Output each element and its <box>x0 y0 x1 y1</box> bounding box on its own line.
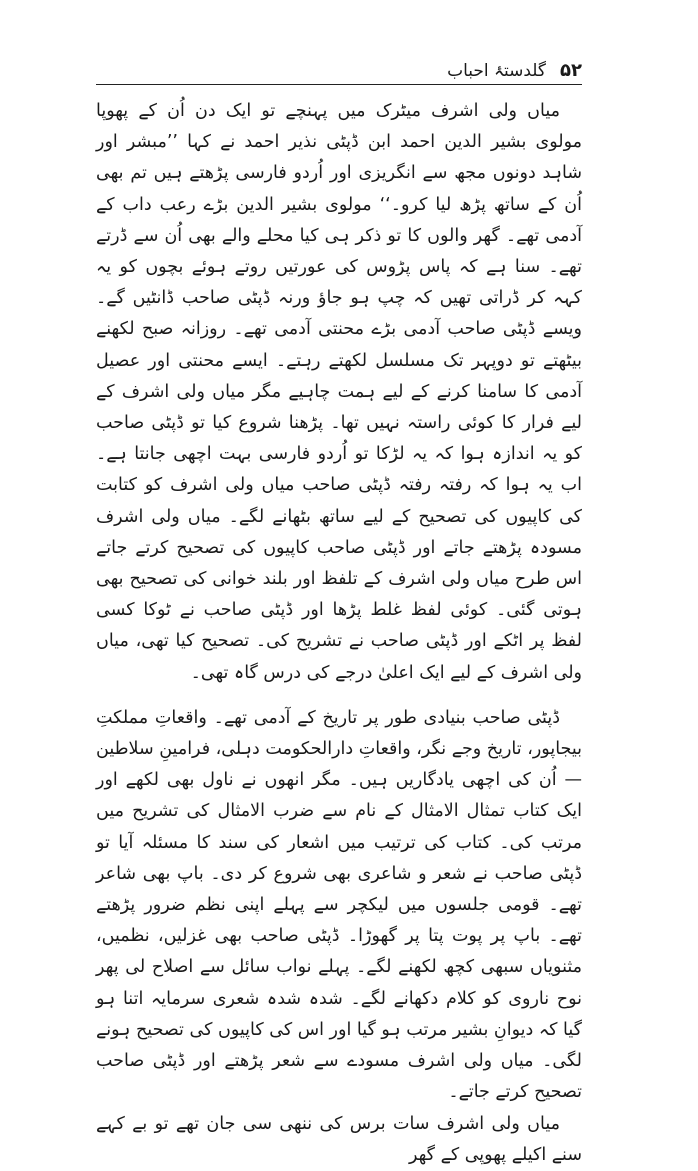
paragraph-2: ڈپٹی صاحب بنیادی طور پر تاریخ کے آدمی تھے۔ واقعاتِ مملکتِ بیجاپور، تاریخ وجے نگر، واقعاتِ دارالحکومت دہلی، فرامینِ سلاطین — اُن کی اچھی یادگاریں ہیں۔ مگر انھوں نے ناول بھی لکھے اور ایک کتاب تمثال الامثال کے نام سے ضرب الامثال کی تشریح میں مرتب کی۔ کتاب کی ترتیب میں اشعار کی سند کا مسئلہ آیا تو ڈپٹی صاحب نے شعر و شاعری بھی شروع کر دی۔ باپ بھی شاعر تھے۔ قومی جلسوں میں لیکچر سے پہلے اپنی نظم ضرور پڑھتے تھے۔ باپ پر پوت پتا پر گھوڑا۔ ڈپٹی صاحب بھی غزلیں، نظمیں، مثنویاں سبھی کچھ لکھنے لگے۔ پہلے نواب سائل سے اصلاح لی پھر نوح ناروی کو کلام دکھانے لگے۔ شدہ شدہ شعری سرمایہ اتنا ہو گیا کہ دیوانِ بشیر مرتب ہو گیا اور اس کی کاپیوں کی تصحیح ہونے لگی۔ میاں ولی اشرف مسودے سے شعر پڑھتے اور ڈپٹی صاحب تصحیح کرتے جاتے۔ <box>96 707 582 1103</box>
paragraph-1: میاں ولی اشرف میٹرک میں پہنچے تو ایک دن اُن کے پھوپا مولوی بشیر الدین احمد ابن ڈپٹی نذیر احمد نے کہا ’’مبشر اور شاہد دونوں مجھ سے انگریزی اور اُردو فارسی پڑھتے ہیں تم بھی اُن کے ساتھ پڑھ لیا کرو۔‘‘ مولوی بشیر الدین بڑے رعب داب کے آدمی تھے۔ گھر والوں کا تو ذکر ہی کیا محلے والے بھی اُن سے ڈرتے تھے۔ سنا ہے کہ پاس پڑوس کی عورتیں روتے ہوئے بچوں کو یہ کہہ کر ڈراتی تھیں کہ چپ ہو جاؤ ورنہ ڈپٹی صاحب ڈانٹیں گے۔ ویسے ڈپٹی صاحب آدمی بڑے محنتی آدمی تھے۔ روزانہ صبح لکھنے بیٹھتے تو دوپہر تک مسلسل لکھتے رہتے۔ ایسے محنتی اور عصیل آدمی کا سامنا کرنے کے لیے ہمت چاہیے مگر میاں ولی اشرف کے لیے فرار کا کوئی راستہ نہیں تھا۔ پڑھنا شروع کیا تو ڈپٹی صاحب کو یہ اندازہ ہوا کہ یہ لڑکا تو اُردو فارسی بہت اچھی جانتا ہے۔ اب یہ ہوا کہ رفتہ رفتہ ڈپٹی صاحب میاں ولی اشرف کو کتابت کی کاپیوں کی تصحیح کے لیے ساتھ بٹھانے لگے۔ میاں ولی اشرف مسودہ پڑھتے جاتے اور ڈپٹی صاحب کاپیوں کی تصحیح کرتے جاتے اس طرح میاں ولی اشرف کے تلفظ اور بلند خوانی کی تصحیح بھی ہوتی گئی۔ کوئی لفظ غلط پڑھا اور ڈپٹی صاحب نے ٹوکا کسی لفظ پر اٹکے اور ڈپٹی صاحب نے تشریح کی۔ تصحیح کیا تھی، میاں ولی اشرف کے لیے ایک اعلیٰ درجے کی درس گاہ تھی۔ <box>96 101 582 683</box>
running-title: گلدستۂ احباب <box>447 61 547 81</box>
running-head <box>96 52 582 82</box>
header-divider <box>96 84 582 85</box>
paragraph-3: میاں ولی اشرف سات برس کی ننھی سی جان تھے تو بے کہے سنے اکیلے پھوپی کے گھر <box>96 1113 582 1165</box>
page-number: ۵۲ <box>560 60 582 81</box>
body-text <box>96 96 582 1171</box>
